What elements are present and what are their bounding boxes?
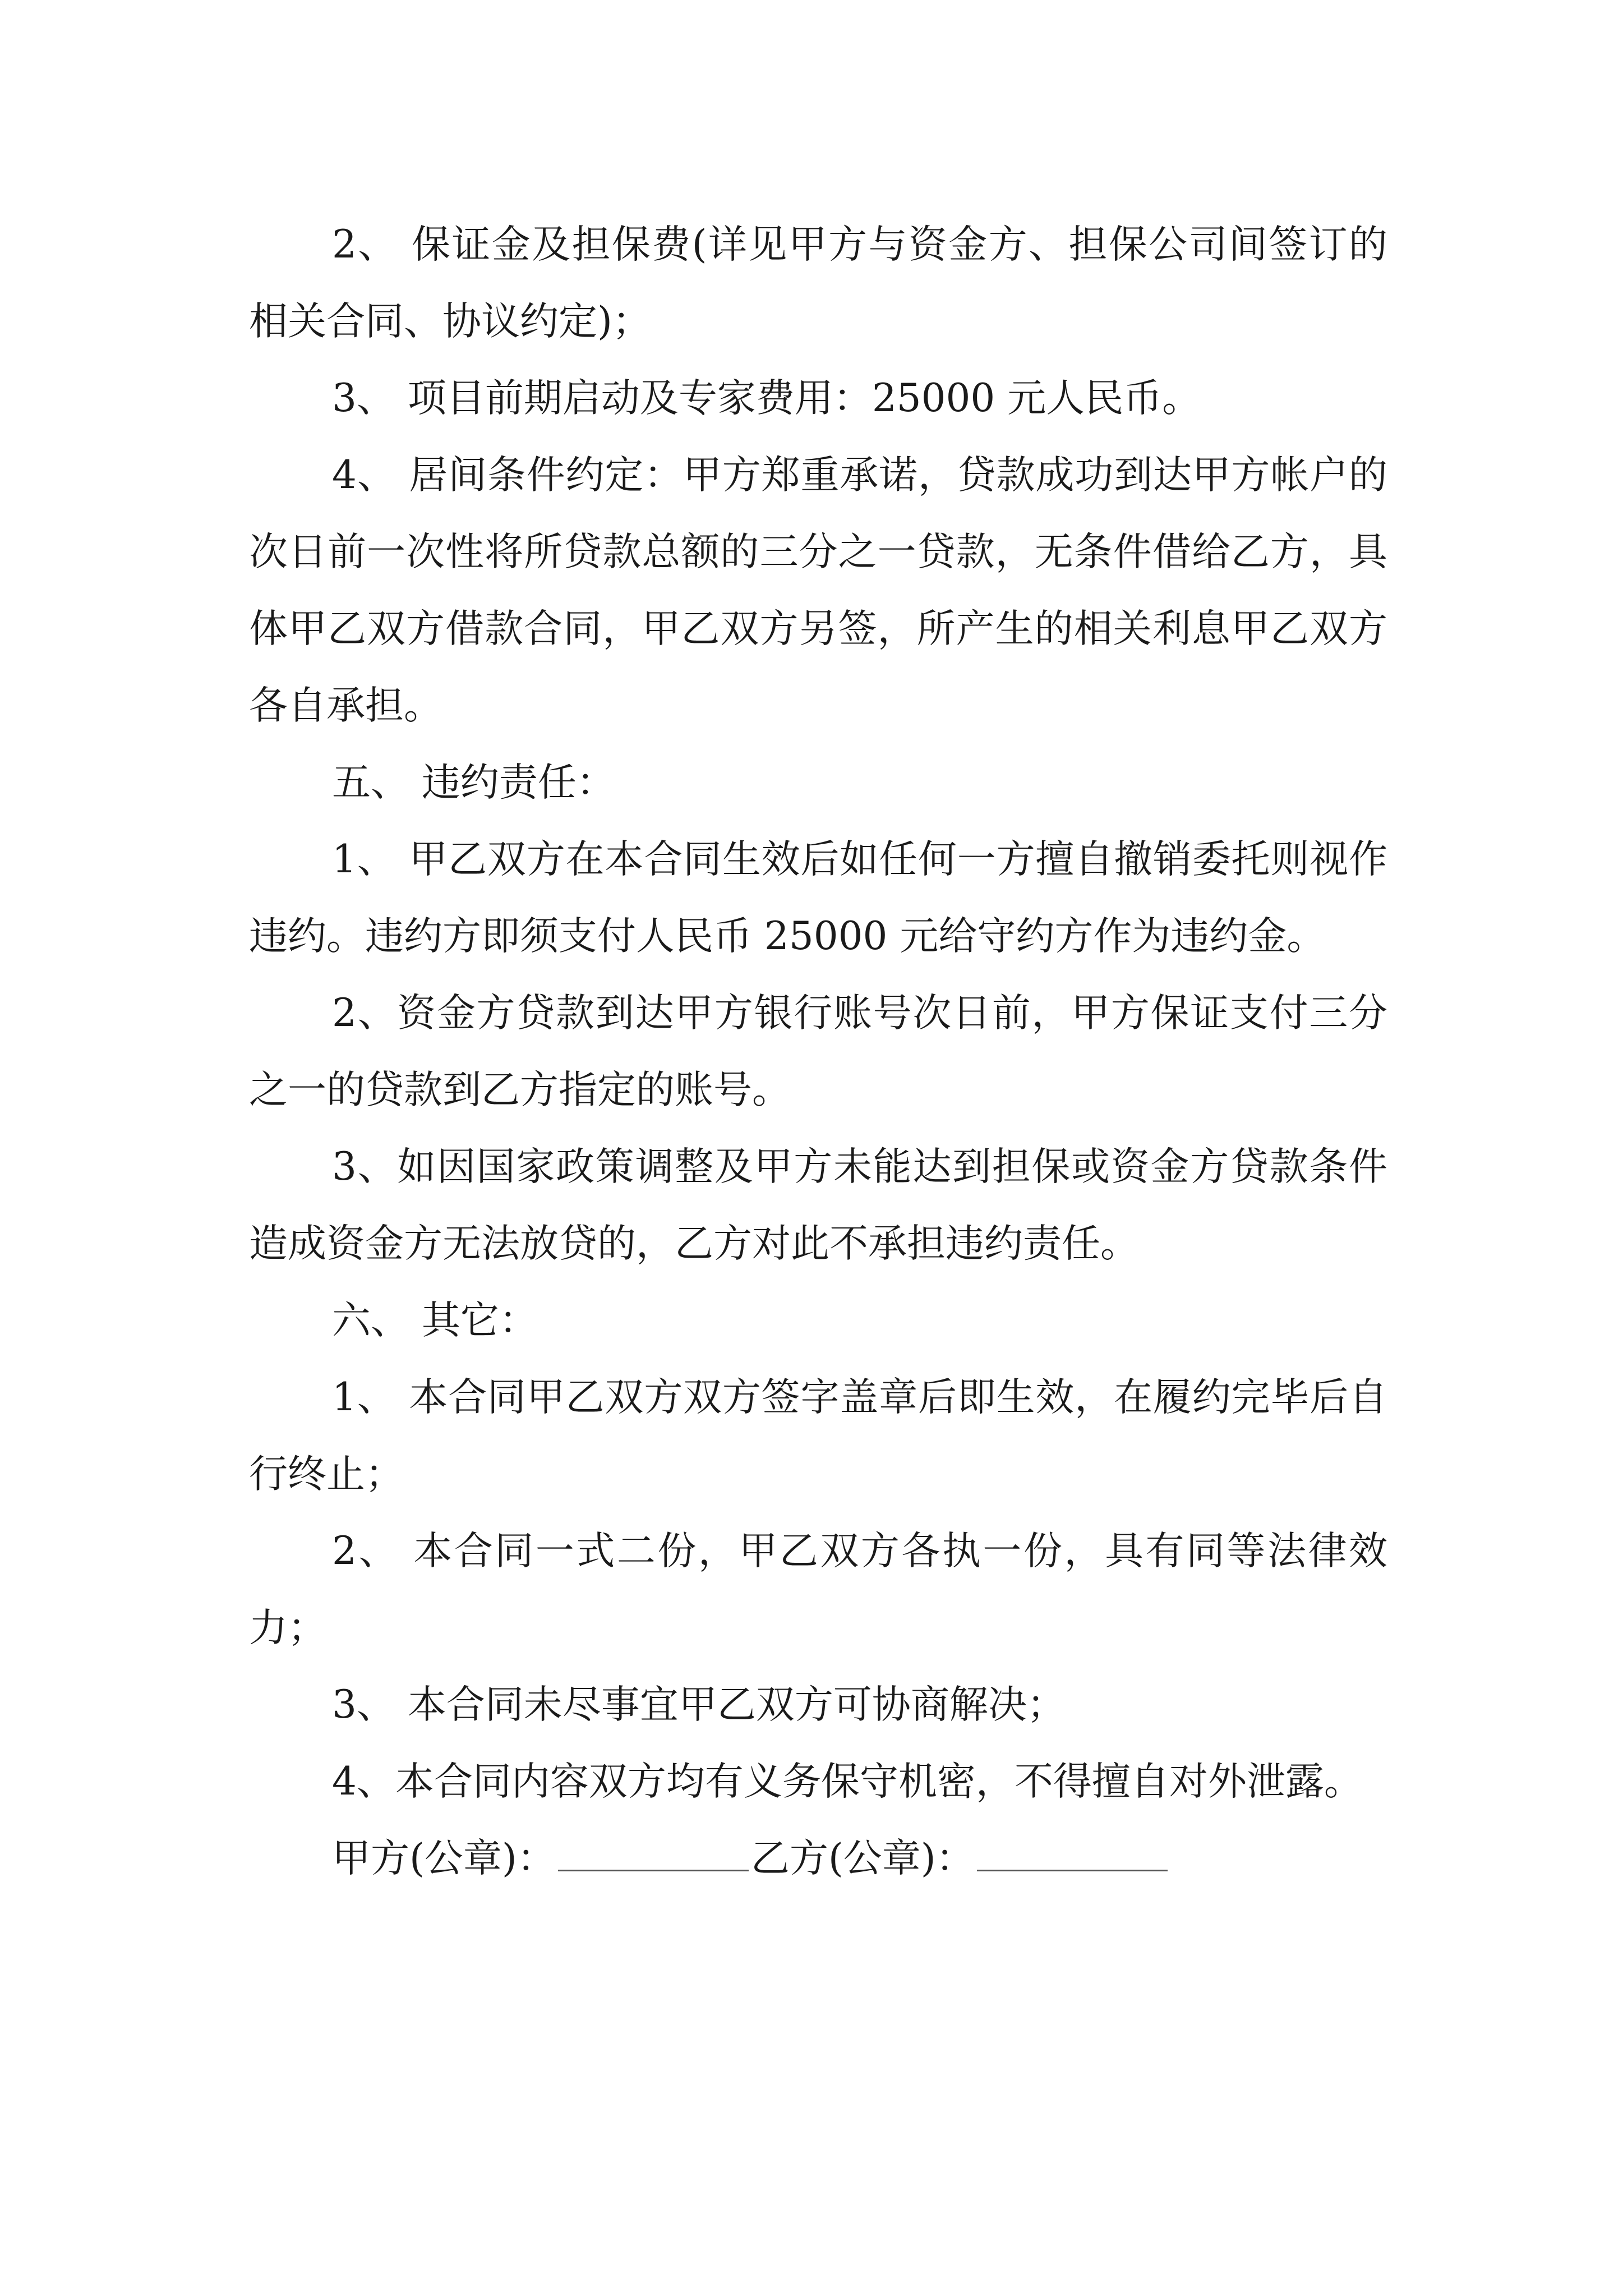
clause-paragraph: 2、资金方贷款到达甲方银行账号次日前，甲方保证支付三分之一的贷款到乙方指定的账号。 <box>249 991 1387 1112</box>
clause-paragraph: 4、 居间条件约定：甲方郑重承诺，贷款成功到达甲方帐户的次日前一次性将所贷款总额的三分之一贷款，无条件借给乙方，具体甲乙双方借款合同，甲乙双方另签，所产生的相关利息甲乙双方各自承担。 <box>249 453 1387 728</box>
party-b-seal-blank <box>977 1867 1168 1871</box>
clause-paragraph: 3、 项目前期启动及专家费用：25000 元人民币。 <box>332 376 1201 421</box>
clause-paragraph: 2、 本合同一式二份，甲乙双方各执一份，具有同等法律效力； <box>249 1529 1387 1650</box>
signature-line <box>249 1820 1387 1897</box>
clause-paragraph: 3、如因国家政策调整及甲方未能达到担保或资金方贷款条件造成资金方无法放贷的，乙方对此不承担违约责任。 <box>249 1144 1387 1266</box>
section-heading: 六、 其它： <box>332 1298 538 1343</box>
section-heading: 五、 违约责任： <box>332 760 615 805</box>
party-a-seal-label: 甲方(公章)： <box>332 1836 556 1881</box>
clause-paragraph: 1、 本合同甲乙双方双方签字盖章后即生效，在履约完毕后自行终止； <box>249 1375 1387 1497</box>
clause-paragraph: 3、 本合同未尽事宜甲乙双方可协商解决； <box>332 1682 1066 1727</box>
clause-paragraph: 2、 保证金及担保费(详见甲方与资金方、担保公司间签订的相关合同、协议约定)； <box>249 222 1387 344</box>
clause-paragraph: 4、本合同内容双方均有义务保守机密，不得擅自对外泄露。 <box>332 1759 1363 1804</box>
clause-paragraph: 1、 甲乙双方在本合同生效后如任何一方擅自撤销委托则视作违约。违约方即须支付人民币 25000 元给守约方作为违约金。 <box>249 837 1387 959</box>
document-body <box>249 206 1387 1897</box>
party-a-seal-blank <box>558 1867 749 1871</box>
party-b-seal-label: 乙方(公章)： <box>750 1836 975 1881</box>
